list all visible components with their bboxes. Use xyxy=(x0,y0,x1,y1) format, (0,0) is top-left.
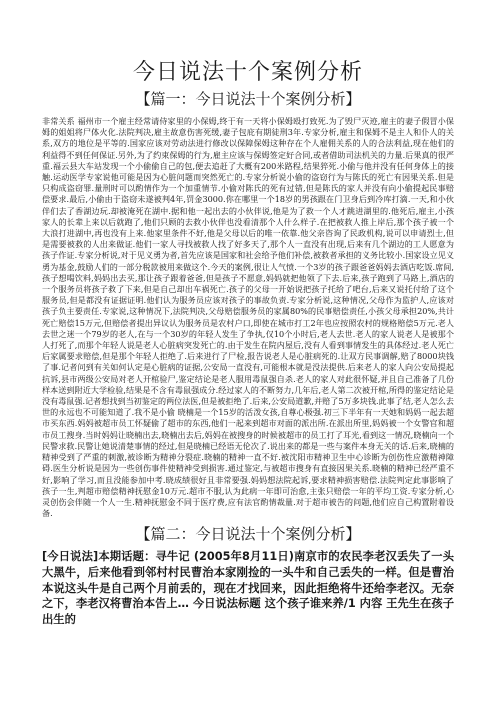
section-2-heading: 【篇二：今日说法十个案例分析】 xyxy=(135,525,361,544)
document-title: 今日说法十个案例分析 xyxy=(132,60,363,85)
section-2-body: [今日说法]本期话题：寻牛记 (2005年8月11日)南京市的农民李老汉丢失了一头大黑牛，后来他看到邻村村民曹治本家刚捡的一头牛和自己丢失的一样。但是曹治本说这头牛是自己两个月前丢的，现在才找回来，因此拒绝将牛还给李老汉。无奈之下，李老汉将曹治本告上… 今日说法标题 这个孩子谁来养/1 内容 王先生在孩子出生的 xyxy=(42,550,454,626)
section-1-heading: 【篇一：今日说法十个案例分析】 xyxy=(135,90,361,108)
section-1-body: 非常关系 福州市一个雇主经常请侍家里的小保姆,终于有一天将小保姆殴打致死.为了毁尸灭迹,雇主的妻子假冒小保姆的姐姐将尸体火化.法院判决,雇主故意伤害死缓,妻子包庇有期徒刑3年.专家分析,雇主和保姆不是主人和仆人的关系,双方的地位是平等的.国家应该对劳动法进行修改以保障保姆这种存在个人雇佣关系的人的合法利益,现在他们的利益得不到任何保证.另外,为了约束保姆的行为,雇主应该与保姆签定好合同,或者借助司法机关的力量.后果真的很严重.福云县大车站发现一个小偷偷自己的包,便去追赶了大概有200米路程,结果猝死.小偷与他并没有任何身体上的接触.运动医学专家说他可能是因为心脏问题而突然死亡的.专家分析说小偷的盗窃行为与陈氏的死亡有因果关系.但是只构成盗窃罪.量刑时可以酌情作为一个加重情节.小偷对陈氏的死有过错,但是陈氏的家人并没有向小偷提起民事赔偿要求.最后,小偷由于盗窃未遂被判4年,罚金3000.你在哪里一个18岁的男孩跟在门卫身后到冷库打滴.一天,和小伙伴们去了香湖边玩.却被淹死在湖中.据和他一起出去的小伙伴说,他是为了救一个人才跳进湖里的.他死后,雇主,小孩家人的长辈上来以后就跑了,他们只顾的去救小伙伴也没看清那个人什么样子.在把被救人推上岸后,那个孩子被一个大浪打进湖中,再也没有上来.他家里条件不好,他是父母以后的唯一依靠.他父亲咨询了民政机构,说可以申请烈士,但是需要被救的人出来做证.他们一家人寻找被救人找了好多天了,那个人一直没有出现,后来有几个湖边的工人愿意为孩子作证.专家分析说,对于见义勇为者,首先应该是国家和社会给予他们补偿,被救者承担的义务比较小.国家设立见义勇为基金,鼓励人们的一部分税款被用来做这个.今天的案例,很让人气愤.一个3岁的孩子跟爸爸妈妈去酒店吃饭.席间,孩子想喝饮料,妈妈出去买,那让孩子跟着爸爸,但是孩子不愿意,妈妈就把他领了下去.后来,孩子跑到了马路上,酒店的一个服务员将孩子救了下来,但是自己却出车祸死亡.孩子的父母一开始说把孩子托给了吧台,后来又说托付给了这个服务员,但是都没有证据证明.他们认为服务员应该对孩子的事故负责.专家分析说,这种情况,父母作为监护人,应该对孩子负主要责任.专家说,这种情况下,法院判决,父母赔偿服务员的家属80%的民事赔偿责任,小孩父母承担20%,共计死亡赔偿15万元,但赔偿者提出异议认为服务员是农村户口,即使在城市打工2年也应按照农村的规格赔偿5万元.老人去世之迷一个79岁的老人,在与一个30岁的年轻人发生了争执,仅10个小时后,老人去世.老人的家人说老人是被那个人打死了,而那个年轻人说是老人心脏病突发死亡的.由于发生在院内屋后,没有人看到事情发生的具体经过.老人死亡后家属要求赔偿,但是那个年轻人拒绝了.后来进行了尸检,报告说老人是心脏病死的.让双方民事调解,赔了8000块钱了事.记者问到有关如何认定是心脏病的证据,公安局一直没有,可能根本就是没法提供.后来老人的家人向公安局提起抗诉,县市两级公安局对老人开棺验尸,鉴定结论是老人服用毒鼠强自杀.老人的家人对此很怀疑,并且自己准备了几份样本送到附近大学检验,结果是不含有毒鼠强成分.经过家人的不断努力,几年后,老人第二次被开棺,所得的鉴定结论是没有毒鼠强.记者想找到当初鉴定的两位法医,但是被拒绝了.后来,公安局道歉,并赔了5万多块钱.此事了结,老人怎么去世的永远也不可能知道了.我不是小偷 晓楠是一个15岁的活泼女孩,自尊心极强.初三下半年有一天她和妈妈一起去超市买东西.妈妈被超市员工怀疑偷了超市的东西,他们一起来到超市对面的派出所.在派出所里,妈妈被一个女警官和超市员工搜身.当时妈妈让晓楠出去,晓楠出去后,妈妈在被搜身的时候被超市的员工打了耳光,看到这一情况,晓楠向一个民警求救.民警让她说清楚事情的经过,但是晓楠已经语无伦次了.说出来的都是一些与案件本身无关的话.后来,晓楠的精神受到了严重的刺激,被诊断为精神分裂症.晓楠的精神一直不好.被沈阳市精神卫生中心诊断为创伤性应激精神障碍.医生分析说是因为一些创伤事件使精神受到损害.通过鉴定,与被超市搜身有直接因果关系.晓楠的精神已经严重不好,影响了学习,而且没能参加中考.晓成绩很好且非常要强.妈妈想法院起诉,要求精神损害赔偿.法院判定此事影响了孩子一生,判超市赔偿精神抚慰金10万元.超市不服,认为此病一年即可治愈,主张只赔偿一年的平均工资.专家分析,心灵创伤会伴随一个人一生.精神抚慰金不同于医疗费,应有法官酌情裁量.对于超市被告的问题,他们应自己构置附着设备. xyxy=(42,116,454,519)
